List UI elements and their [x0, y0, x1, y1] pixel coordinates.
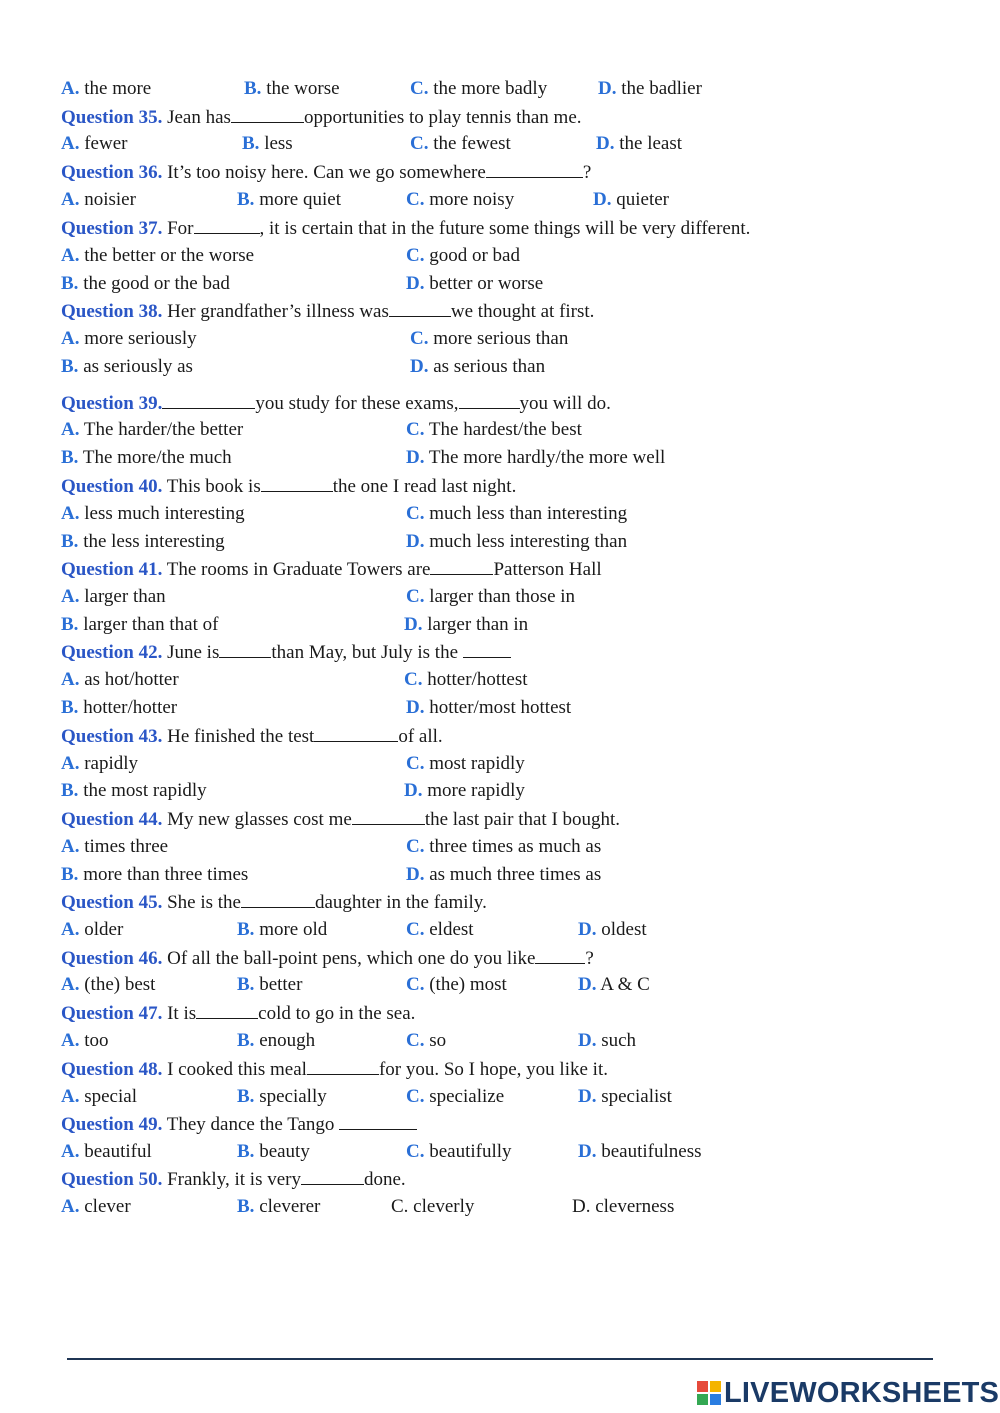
option-letter: A.	[61, 78, 80, 99]
answer-option[interactable]	[406, 586, 575, 608]
question-48	[61, 1058, 608, 1081]
option-text: better or worse	[429, 273, 544, 294]
answer-blank[interactable]	[535, 947, 585, 964]
answer-option[interactable]	[61, 780, 207, 802]
question-40	[61, 475, 516, 498]
option-letter: D.	[406, 864, 425, 885]
option-text: larger than that of	[83, 614, 219, 635]
question-label: Question 38.	[61, 301, 163, 322]
option-letter: A.	[61, 419, 80, 440]
option-letter: C.	[410, 133, 429, 154]
option-text: (the) best	[84, 974, 156, 995]
question-label: Question 48.	[61, 1059, 163, 1080]
answer-option[interactable]	[406, 864, 601, 886]
question-text: My new glasses cost me	[162, 809, 352, 830]
option-text: C. cleverly	[391, 1196, 475, 1217]
option-text: more than three times	[83, 864, 249, 885]
answer-option[interactable]	[406, 531, 627, 553]
option-letter: C.	[406, 189, 425, 210]
option-text: A & C	[600, 974, 650, 995]
answer-option[interactable]	[406, 273, 543, 295]
answer-option[interactable]	[578, 919, 647, 941]
option-letter: C.	[406, 419, 425, 440]
option-letter: B.	[61, 356, 79, 377]
answer-blank[interactable]	[261, 475, 333, 492]
option-letter: B.	[61, 780, 79, 801]
liveworksheets-logo-icon	[697, 1381, 721, 1405]
option-letter: B.	[242, 133, 260, 154]
option-text: the most rapidly	[83, 780, 207, 801]
option-letter: C.	[410, 328, 429, 349]
question-label: Question 43.	[61, 726, 163, 747]
option-text: oldest	[601, 919, 647, 940]
question-label: Question 36.	[61, 162, 163, 183]
option-letter: A.	[61, 1030, 80, 1051]
question-50	[61, 1168, 406, 1191]
answer-option[interactable]	[572, 1196, 674, 1218]
option-text: the better or the worse	[84, 245, 255, 266]
answer-option[interactable]	[578, 1030, 636, 1052]
answer-option[interactable]	[237, 1141, 310, 1163]
option-text: three times as much as	[429, 836, 602, 857]
option-text: fewer	[84, 133, 128, 154]
question-text: you study for these exams,	[255, 393, 459, 414]
option-letter: D.	[406, 273, 425, 294]
option-text: clever	[84, 1196, 131, 1217]
answer-option[interactable]	[410, 356, 545, 378]
option-text: the badlier	[621, 78, 702, 99]
question-text: the last pair that I bought.	[424, 809, 621, 830]
question-text: Of all the ball-point pens, which one do you like	[162, 948, 536, 969]
option-text: more old	[259, 919, 328, 940]
option-text: larger than in	[427, 614, 529, 635]
answer-option[interactable]	[61, 974, 155, 996]
answer-option[interactable]	[61, 273, 230, 295]
answer-option[interactable]	[598, 78, 702, 100]
answer-option[interactable]	[406, 503, 627, 525]
answer-option[interactable]	[61, 1086, 137, 1108]
option-letter: A.	[61, 753, 80, 774]
option-letter: B.	[61, 447, 79, 468]
option-text: hotter/most hottest	[429, 697, 572, 718]
answer-option[interactable]	[410, 328, 568, 350]
option-text: times three	[84, 836, 169, 857]
answer-option[interactable]	[61, 356, 193, 378]
option-text: better	[259, 974, 303, 995]
question-text: For	[162, 218, 194, 239]
question-49	[61, 1113, 417, 1136]
question-text: than May, but July is the	[271, 642, 463, 663]
answer-option[interactable]	[61, 78, 151, 100]
answer-option[interactable]	[391, 1196, 474, 1218]
question-label: Question 35.	[61, 107, 163, 128]
question-text: Her grandfather’s illness was	[162, 301, 389, 322]
answer-option[interactable]	[237, 974, 302, 996]
answer-option[interactable]	[237, 1086, 327, 1108]
option-letter: A.	[61, 836, 80, 857]
answer-option[interactable]	[410, 78, 547, 100]
question-label: Question 50.	[61, 1169, 163, 1190]
question-text: you will do.	[519, 393, 611, 414]
question-text: It’s too noisy here. Can we go somewhere	[162, 162, 486, 183]
option-letter: D.	[578, 1141, 597, 1162]
answer-option[interactable]	[61, 586, 166, 608]
answer-option[interactable]	[61, 1196, 131, 1218]
answer-blank[interactable]	[463, 641, 511, 658]
question-text: June is	[162, 642, 220, 663]
option-text: much less than interesting	[429, 503, 628, 524]
option-letter: D.	[404, 614, 423, 635]
question-43	[61, 725, 443, 748]
option-letter: C.	[406, 974, 425, 995]
answer-option[interactable]	[406, 697, 571, 719]
option-letter: D.	[578, 1030, 597, 1051]
answer-option[interactable]	[404, 669, 528, 691]
answer-blank[interactable]	[219, 641, 271, 658]
option-text: as hot/hotter	[84, 669, 179, 690]
option-letter: D.	[598, 78, 617, 99]
question-label: Question 37.	[61, 218, 163, 239]
option-text: hotter/hottest	[427, 669, 528, 690]
option-letter: C.	[406, 753, 425, 774]
option-text: D. cleverness	[572, 1196, 675, 1217]
option-letter: C.	[406, 1086, 425, 1107]
logo-square-red	[697, 1381, 708, 1392]
answer-option[interactable]	[244, 78, 340, 100]
option-letter: C.	[406, 245, 425, 266]
question-text: They dance the Tango	[162, 1114, 340, 1135]
answer-blank[interactable]	[314, 725, 398, 742]
option-text: (the) most	[429, 974, 507, 995]
option-letter: C.	[404, 669, 423, 690]
answer-option[interactable]	[61, 614, 218, 636]
option-letter: B.	[237, 189, 255, 210]
option-text: beautiful	[84, 1141, 152, 1162]
answer-blank[interactable]	[459, 392, 520, 409]
option-letter: D.	[578, 974, 597, 995]
answer-option[interactable]	[61, 503, 245, 525]
option-letter: B.	[61, 614, 79, 635]
answer-option[interactable]	[61, 864, 248, 886]
option-text: enough	[259, 1030, 316, 1051]
answer-option[interactable]	[61, 919, 123, 941]
option-text: larger than those in	[429, 586, 576, 607]
answer-option[interactable]	[406, 1086, 504, 1108]
option-text: so	[429, 1030, 447, 1051]
option-letter: D.	[406, 697, 425, 718]
question-35	[61, 106, 582, 129]
option-text: more seriously	[84, 328, 197, 349]
answer-option[interactable]	[237, 919, 327, 941]
question-label: Question 47.	[61, 1003, 163, 1024]
option-letter: B.	[237, 974, 255, 995]
option-letter: A.	[61, 586, 80, 607]
option-text: good or bad	[429, 245, 520, 266]
answer-option[interactable]	[61, 133, 127, 155]
question-38	[61, 300, 594, 323]
option-letter: C.	[406, 503, 425, 524]
option-text: much less interesting than	[429, 531, 628, 552]
answer-blank[interactable]	[162, 392, 255, 409]
question-41	[61, 558, 602, 581]
answer-option[interactable]	[61, 245, 254, 267]
answer-option[interactable]	[578, 1141, 702, 1163]
answer-option[interactable]	[61, 697, 177, 719]
question-text: Patterson Hall	[493, 559, 602, 580]
question-label: Question 49.	[61, 1114, 163, 1135]
option-text: the worse	[266, 78, 340, 99]
option-letter: D.	[578, 1086, 597, 1107]
liveworksheets-logo[interactable]	[697, 1378, 999, 1408]
option-text: the least	[619, 133, 683, 154]
option-text: the good or the bad	[83, 273, 230, 294]
option-text: more quiet	[259, 189, 341, 210]
option-text: cleverer	[259, 1196, 321, 1217]
option-letter: A.	[61, 245, 80, 266]
question-text: the one I read last night.	[332, 476, 517, 497]
option-text: larger than	[84, 586, 166, 607]
footer-divider	[67, 1358, 933, 1360]
question-39	[61, 392, 611, 415]
option-letter: D.	[406, 447, 425, 468]
option-text: older	[84, 919, 124, 940]
answer-blank[interactable]	[352, 808, 425, 825]
option-text: The more hardly/the more well	[428, 447, 666, 468]
answer-option[interactable]	[61, 328, 197, 350]
logo-wordmark: LIVEWORKSHEETS	[724, 1376, 1000, 1409]
question-text: cold to go in the sea.	[258, 1003, 416, 1024]
option-letter: B.	[237, 1030, 255, 1051]
option-text: the fewest	[433, 133, 511, 154]
question-text: daughter in the family.	[315, 892, 487, 913]
option-letter: A.	[61, 919, 80, 940]
question-text: for you. So I hope, you like it.	[378, 1059, 608, 1080]
option-text: noisier	[84, 189, 136, 210]
question-47	[61, 1002, 415, 1025]
option-text: as serious than	[433, 356, 546, 377]
option-letter: D.	[410, 356, 429, 377]
option-text: beauty	[259, 1141, 310, 1162]
answer-option[interactable]	[404, 614, 528, 636]
answer-option[interactable]	[406, 189, 514, 211]
option-text: specialist	[601, 1086, 672, 1107]
question-text: I cooked this meal	[162, 1059, 307, 1080]
answer-option[interactable]	[237, 1196, 320, 1218]
option-letter: B.	[237, 919, 255, 940]
logo-square-green	[697, 1394, 708, 1405]
answer-option[interactable]	[406, 419, 582, 441]
question-text: , it is certain that in the future some things will be very different.	[259, 218, 751, 239]
option-letter: D.	[596, 133, 615, 154]
option-letter: D.	[404, 780, 423, 801]
question-text: ?	[582, 162, 592, 183]
option-text: more rapidly	[427, 780, 525, 801]
question-text: done.	[363, 1169, 406, 1190]
answer-blank[interactable]	[486, 161, 583, 178]
answer-option[interactable]	[237, 1030, 315, 1052]
option-text: beautifulness	[601, 1141, 702, 1162]
option-text: more noisy	[429, 189, 515, 210]
option-text: the more	[84, 78, 152, 99]
option-letter: A.	[61, 669, 80, 690]
option-letter: C.	[406, 836, 425, 857]
question-text: He finished the test	[162, 726, 315, 747]
question-label: Question 46.	[61, 948, 163, 969]
question-text: we thought at first.	[450, 301, 595, 322]
option-text: less	[264, 133, 293, 154]
option-text: the more badly	[433, 78, 548, 99]
answer-option[interactable]	[242, 133, 293, 155]
option-letter: A.	[61, 974, 80, 995]
question-46	[61, 947, 594, 970]
option-text: special	[84, 1086, 137, 1107]
answer-blank[interactable]	[194, 217, 260, 234]
option-letter: B.	[61, 697, 79, 718]
option-letter: B.	[244, 78, 262, 99]
option-text: too	[84, 1030, 109, 1051]
option-letter: A.	[61, 503, 80, 524]
option-text: such	[601, 1030, 637, 1051]
question-label: Question 41.	[61, 559, 163, 580]
question-label: Question 42.	[61, 642, 163, 663]
question-label: Question 44.	[61, 809, 163, 830]
option-text: more serious than	[433, 328, 569, 349]
question-text: It is	[162, 1003, 197, 1024]
answer-option[interactable]	[410, 133, 511, 155]
option-letter: C.	[410, 78, 429, 99]
option-letter: A.	[61, 1086, 80, 1107]
option-letter: B.	[61, 273, 79, 294]
answer-option[interactable]	[404, 780, 525, 802]
answer-option[interactable]	[406, 836, 601, 858]
option-text: most rapidly	[429, 753, 525, 774]
answer-blank[interactable]	[307, 1058, 379, 1075]
option-letter: C.	[406, 586, 425, 607]
answer-blank[interactable]	[339, 1113, 417, 1130]
option-letter: C.	[406, 1141, 425, 1162]
answer-option[interactable]	[578, 1086, 672, 1108]
question-45	[61, 891, 487, 914]
option-text: eldest	[429, 919, 474, 940]
option-letter: B.	[61, 531, 79, 552]
answer-option[interactable]	[61, 1030, 109, 1052]
option-letter: A.	[61, 133, 80, 154]
question-44	[61, 808, 620, 831]
answer-option[interactable]	[596, 133, 682, 155]
option-text: as seriously as	[83, 356, 193, 377]
question-37	[61, 217, 750, 240]
answer-option[interactable]	[61, 531, 225, 553]
option-letter: D.	[578, 919, 597, 940]
answer-option[interactable]	[406, 447, 665, 469]
option-letter: A.	[61, 1196, 80, 1217]
question-text: of all.	[398, 726, 443, 747]
answer-option[interactable]	[61, 836, 168, 858]
answer-option[interactable]	[406, 1030, 446, 1052]
answer-option[interactable]	[61, 189, 136, 211]
logo-square-blue	[710, 1394, 721, 1405]
answer-blank[interactable]	[241, 891, 315, 908]
option-text: rapidly	[84, 753, 139, 774]
option-text: specially	[259, 1086, 327, 1107]
option-letter: B.	[237, 1086, 255, 1107]
question-text: The rooms in Graduate Towers are	[162, 559, 431, 580]
option-text: less much interesting	[84, 503, 245, 524]
option-letter: B.	[61, 864, 79, 885]
answer-blank[interactable]	[301, 1168, 364, 1185]
answer-option[interactable]	[61, 753, 138, 775]
question-label: Question 39.	[61, 393, 163, 414]
answer-option[interactable]	[61, 447, 232, 469]
option-letter: C.	[406, 919, 425, 940]
question-42	[61, 641, 511, 664]
option-text: The more/the much	[82, 447, 232, 468]
option-text: as much three times as	[429, 864, 602, 885]
answer-blank[interactable]	[430, 558, 493, 575]
option-text: specialize	[429, 1086, 505, 1107]
question-label: Question 45.	[61, 892, 163, 913]
answer-option[interactable]	[61, 669, 179, 691]
answer-option[interactable]	[406, 245, 520, 267]
question-text: ?	[585, 948, 594, 969]
answer-option[interactable]	[237, 189, 341, 211]
option-letter: A.	[61, 328, 80, 349]
question-text: opportunities to play tennis than me.	[303, 107, 582, 128]
question-text: Frankly, it is very	[162, 1169, 301, 1190]
option-text: hotter/hotter	[83, 697, 178, 718]
answer-option[interactable]	[578, 974, 650, 996]
option-letter: B.	[237, 1196, 255, 1217]
option-letter: D.	[406, 531, 425, 552]
option-letter: C.	[406, 1030, 425, 1051]
answer-option[interactable]	[406, 1141, 512, 1163]
answer-option[interactable]	[406, 753, 525, 775]
option-text: The harder/the better	[83, 419, 244, 440]
option-text: beautifully	[429, 1141, 512, 1162]
question-label: Question 40.	[61, 476, 163, 497]
answer-blank[interactable]	[389, 300, 451, 317]
option-letter: A.	[61, 189, 80, 210]
option-letter: D.	[593, 189, 612, 210]
answer-blank[interactable]	[231, 106, 304, 123]
answer-option[interactable]	[61, 1141, 152, 1163]
answer-option[interactable]	[61, 419, 243, 441]
option-text: the less interesting	[83, 531, 225, 552]
logo-square-yellow	[710, 1381, 721, 1392]
question-text: Jean has	[162, 107, 231, 128]
question-text: She is the	[162, 892, 241, 913]
question-36	[61, 161, 591, 184]
question-text: This book is	[162, 476, 261, 497]
answer-option[interactable]	[406, 974, 507, 996]
option-letter: B.	[237, 1141, 255, 1162]
option-text: quieter	[616, 189, 669, 210]
answer-blank[interactable]	[196, 1002, 258, 1019]
option-letter: A.	[61, 1141, 80, 1162]
option-text: The hardest/the best	[428, 419, 582, 440]
answer-option[interactable]	[406, 919, 474, 941]
answer-option[interactable]	[593, 189, 669, 211]
